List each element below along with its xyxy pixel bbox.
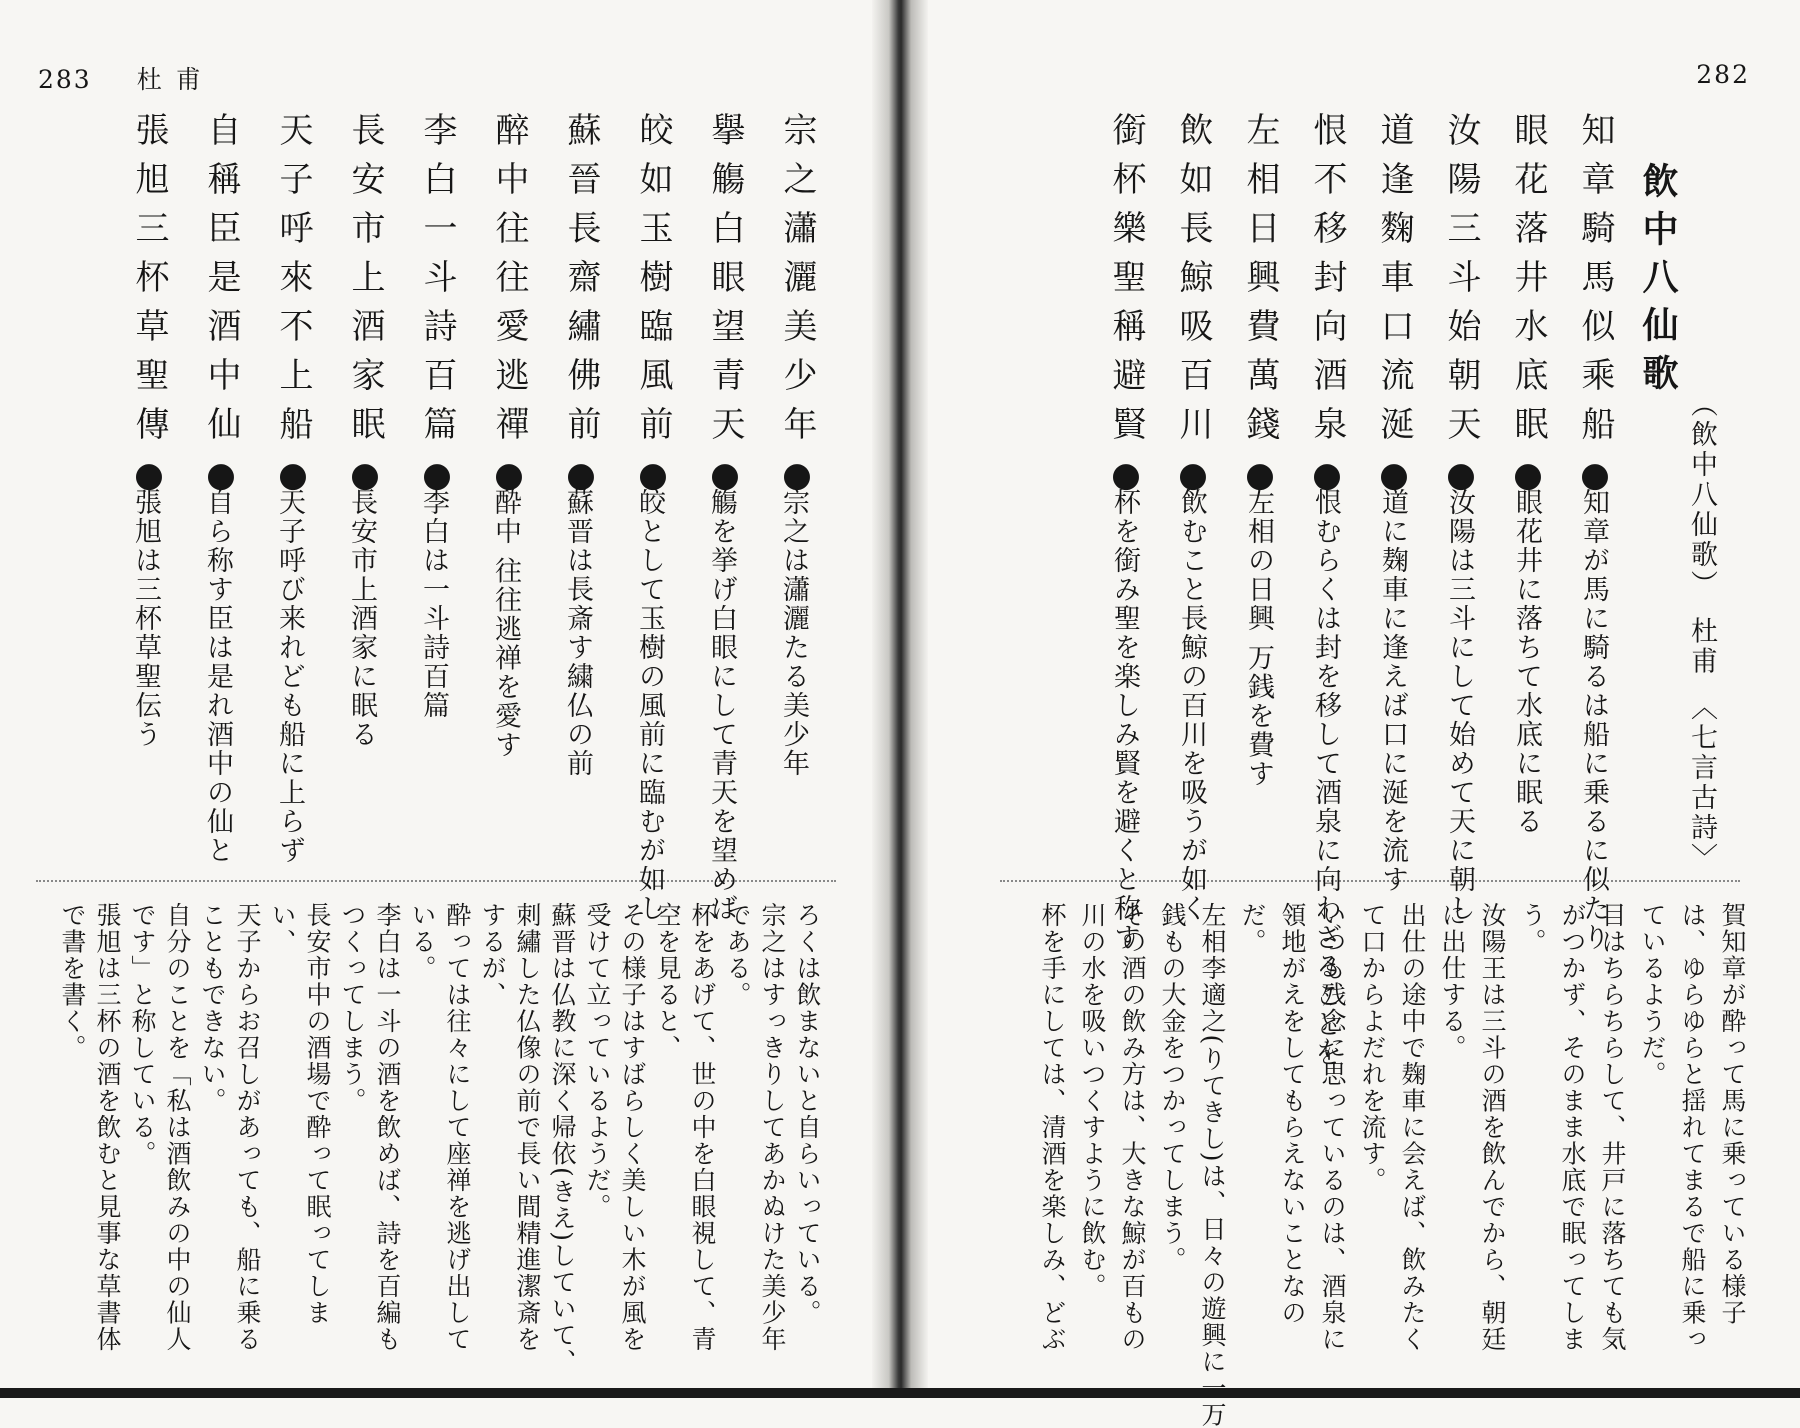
commentary-line: い、	[268, 902, 297, 955]
translation-line: 恨むらくは封を移して酒泉に向わざることを	[1310, 488, 1341, 1068]
right-page-header	[1696, 60, 1750, 89]
book-gutter	[872, 0, 928, 1398]
poem-line: 飲如長鯨吸百川●	[1173, 112, 1213, 510]
commentary-line: て口からよだれを流す。	[1358, 902, 1387, 1194]
commentary-line: です」と称している。	[128, 902, 157, 1167]
commentary-line: 銭もの大金をつかってしまう。	[1158, 902, 1187, 1273]
translation-line: 蘇晋は長斎す繍仏の前	[562, 488, 593, 778]
commentary-line: つくってしまう。	[338, 902, 367, 1114]
commentary-line: に出仕する。	[1438, 902, 1467, 1061]
left-page-header	[38, 60, 215, 96]
translation-line: 李白は一斗詩百篇	[418, 488, 449, 720]
commentary-line: 領地がえをしてもらえないことなの	[1278, 902, 1307, 1326]
translation-line: 宗之は瀟灑たる美少年	[778, 488, 809, 778]
translation-line: 飲むこと長鯨の百川を吸うが如く	[1176, 488, 1207, 923]
commentary-line: 長安市中の酒場で酔って眠ってしま	[303, 902, 332, 1326]
translation-line: 張旭は三杯草聖伝う	[130, 488, 161, 749]
commentary-line: いつも残念に思っているのは、酒泉に	[1318, 902, 1347, 1353]
commentary-line: がつかず、そのまま水底で眠ってしま	[1558, 902, 1587, 1353]
commentary-line: で書を書く。	[58, 902, 87, 1061]
poem-line: 天子呼來不上船●	[273, 112, 313, 510]
commentary-line: 天子からお召しがあっても、船に乗る	[233, 902, 262, 1353]
commentary-line: 杯をあげて、世の中を白眼視して、青	[688, 902, 717, 1353]
commentary-line: である。	[723, 902, 752, 1008]
poem-title: 飲中八仙歌	[1637, 162, 1679, 402]
commentary-line: 張旭は三杯の酒を飲むと見事な草書体	[93, 902, 122, 1353]
commentary-line: 川の水を吸いつくすように飲む。	[1078, 902, 1107, 1300]
poem-line: 銜杯樂聖稱避賢●	[1106, 112, 1146, 510]
commentary-line: 杯を手にしては、清酒を楽しみ、どぶ	[1038, 902, 1067, 1353]
poem-line: 李白一斗詩百篇●	[417, 112, 457, 510]
poem-line: 眼花落井水底眠●	[1508, 112, 1548, 510]
translation-line: 觴を挙げ白眼にして青天を望めば	[706, 488, 737, 923]
translation-line: 酔中 往往逃禅を愛す	[490, 488, 521, 760]
commentary-line: 蘇晋は仏教に深く帰依(きえ)していて、	[548, 902, 577, 1376]
commentary-line: だ。	[1238, 902, 1267, 955]
commentary-line: は、ゆらゆらと揺れてまるで船に乗っ	[1678, 902, 1707, 1353]
translation-line: 杯を銜み聖を楽しみ賢を避くと称す	[1109, 488, 1140, 952]
commentary-line: 出仕の途中で麹車に会えば、飲みたく	[1398, 902, 1427, 1353]
commentary-line: う。	[1518, 902, 1547, 955]
commentary-line: するが、	[478, 902, 507, 1008]
commentary-line: 自分のことを「私は酒飲みの中の仙人	[163, 902, 192, 1353]
translation-line: 左相の日興 万銭を費す	[1243, 488, 1274, 789]
poem-line: 醉中往往愛逃禪●	[489, 112, 529, 510]
poem-line: 左相日興費萬錢●	[1240, 112, 1280, 510]
commentary-line: 李白は一斗の酒を飲めば、詩を百編も	[373, 902, 402, 1353]
scan-bottom-edge	[0, 1388, 1800, 1398]
commentary-line: 賀知章が酔って馬に乗っている様子	[1718, 902, 1747, 1326]
commentary-line: 左相李適之(りてきし)は、日々の遊興に一万	[1198, 902, 1227, 1428]
commentary-line: 空を見ると、	[653, 902, 682, 1061]
translation-line: 眼花井に落ちて水底に眠る	[1511, 488, 1542, 836]
poem-line: 恨不移封向酒泉●	[1307, 112, 1347, 510]
translation-line: 自ら称す臣は是れ酒中の仙と	[202, 488, 233, 865]
poem-line: 擧觴白眼望青天●	[705, 112, 745, 510]
commentary-line: 酔っては往々にして座禅を逃げ出して	[443, 902, 472, 1353]
poem-line: 知章騎馬似乘船●	[1575, 112, 1615, 510]
commentary-line: いる。	[408, 902, 437, 982]
poem-line: 蘇晉長齋繡佛前●	[561, 112, 601, 510]
translation-line: 汝陽は三斗にして始めて天に朝し	[1444, 488, 1475, 923]
commentary-line: その様子はすばらしく美しい木が風を	[618, 902, 647, 1353]
commentary-line: その酒の飲み方は、大きな鯨が百もの	[1118, 902, 1147, 1353]
left-page-number: 283	[38, 65, 92, 94]
poem-subtitle: （飲中八仙歌） 杜甫 〈七言古詩〉	[1686, 390, 1717, 873]
left-page-poet: 杜甫	[136, 65, 215, 94]
poem-line: 自稱臣是酒中仙●	[201, 112, 241, 510]
poem-line: 張旭三杯草聖傳●	[129, 112, 169, 510]
commentary-line: ろくは飲まないと自らいっている。	[793, 902, 822, 1326]
translation-line: 天子呼び来れども船に上らず	[274, 488, 305, 865]
commentary-line: ているようだ。	[1638, 902, 1667, 1088]
commentary-line: 汝陽王は三斗の酒を飲んでから、朝廷	[1478, 902, 1507, 1353]
commentary-line: こともできない。	[198, 902, 227, 1114]
commentary-line: 宗之はすっきりしてあかぬけた美少年	[758, 902, 787, 1353]
right-page-number: 282	[1696, 60, 1750, 89]
translation-line: 道に麹車に逢えば口に涎を流す	[1377, 488, 1408, 894]
translation-line: 長安市上酒家に眠る	[346, 488, 377, 749]
poem-line: 道逢麴車口流涎●	[1374, 112, 1414, 510]
commentary-line: 受けて立っているようだ。	[583, 902, 612, 1220]
poem-line: 長安市上酒家眠●	[345, 112, 385, 510]
translation-line: 皎として玉樹の風前に臨むが如し	[634, 488, 665, 923]
poem-line: 皎如玉樹臨風前●	[633, 112, 673, 510]
poem-line: 宗之瀟灑美少年●	[777, 112, 817, 510]
commentary-line: 刺繡した仏像の前で長い間精進潔斎を	[513, 902, 542, 1353]
translation-line: 知章が馬に騎るは船に乗るに似たり	[1578, 488, 1609, 952]
poem-line: 汝陽三斗始朝天●	[1441, 112, 1481, 510]
commentary-line: 目はちらちらして、井戸に落ちても気	[1598, 902, 1627, 1353]
